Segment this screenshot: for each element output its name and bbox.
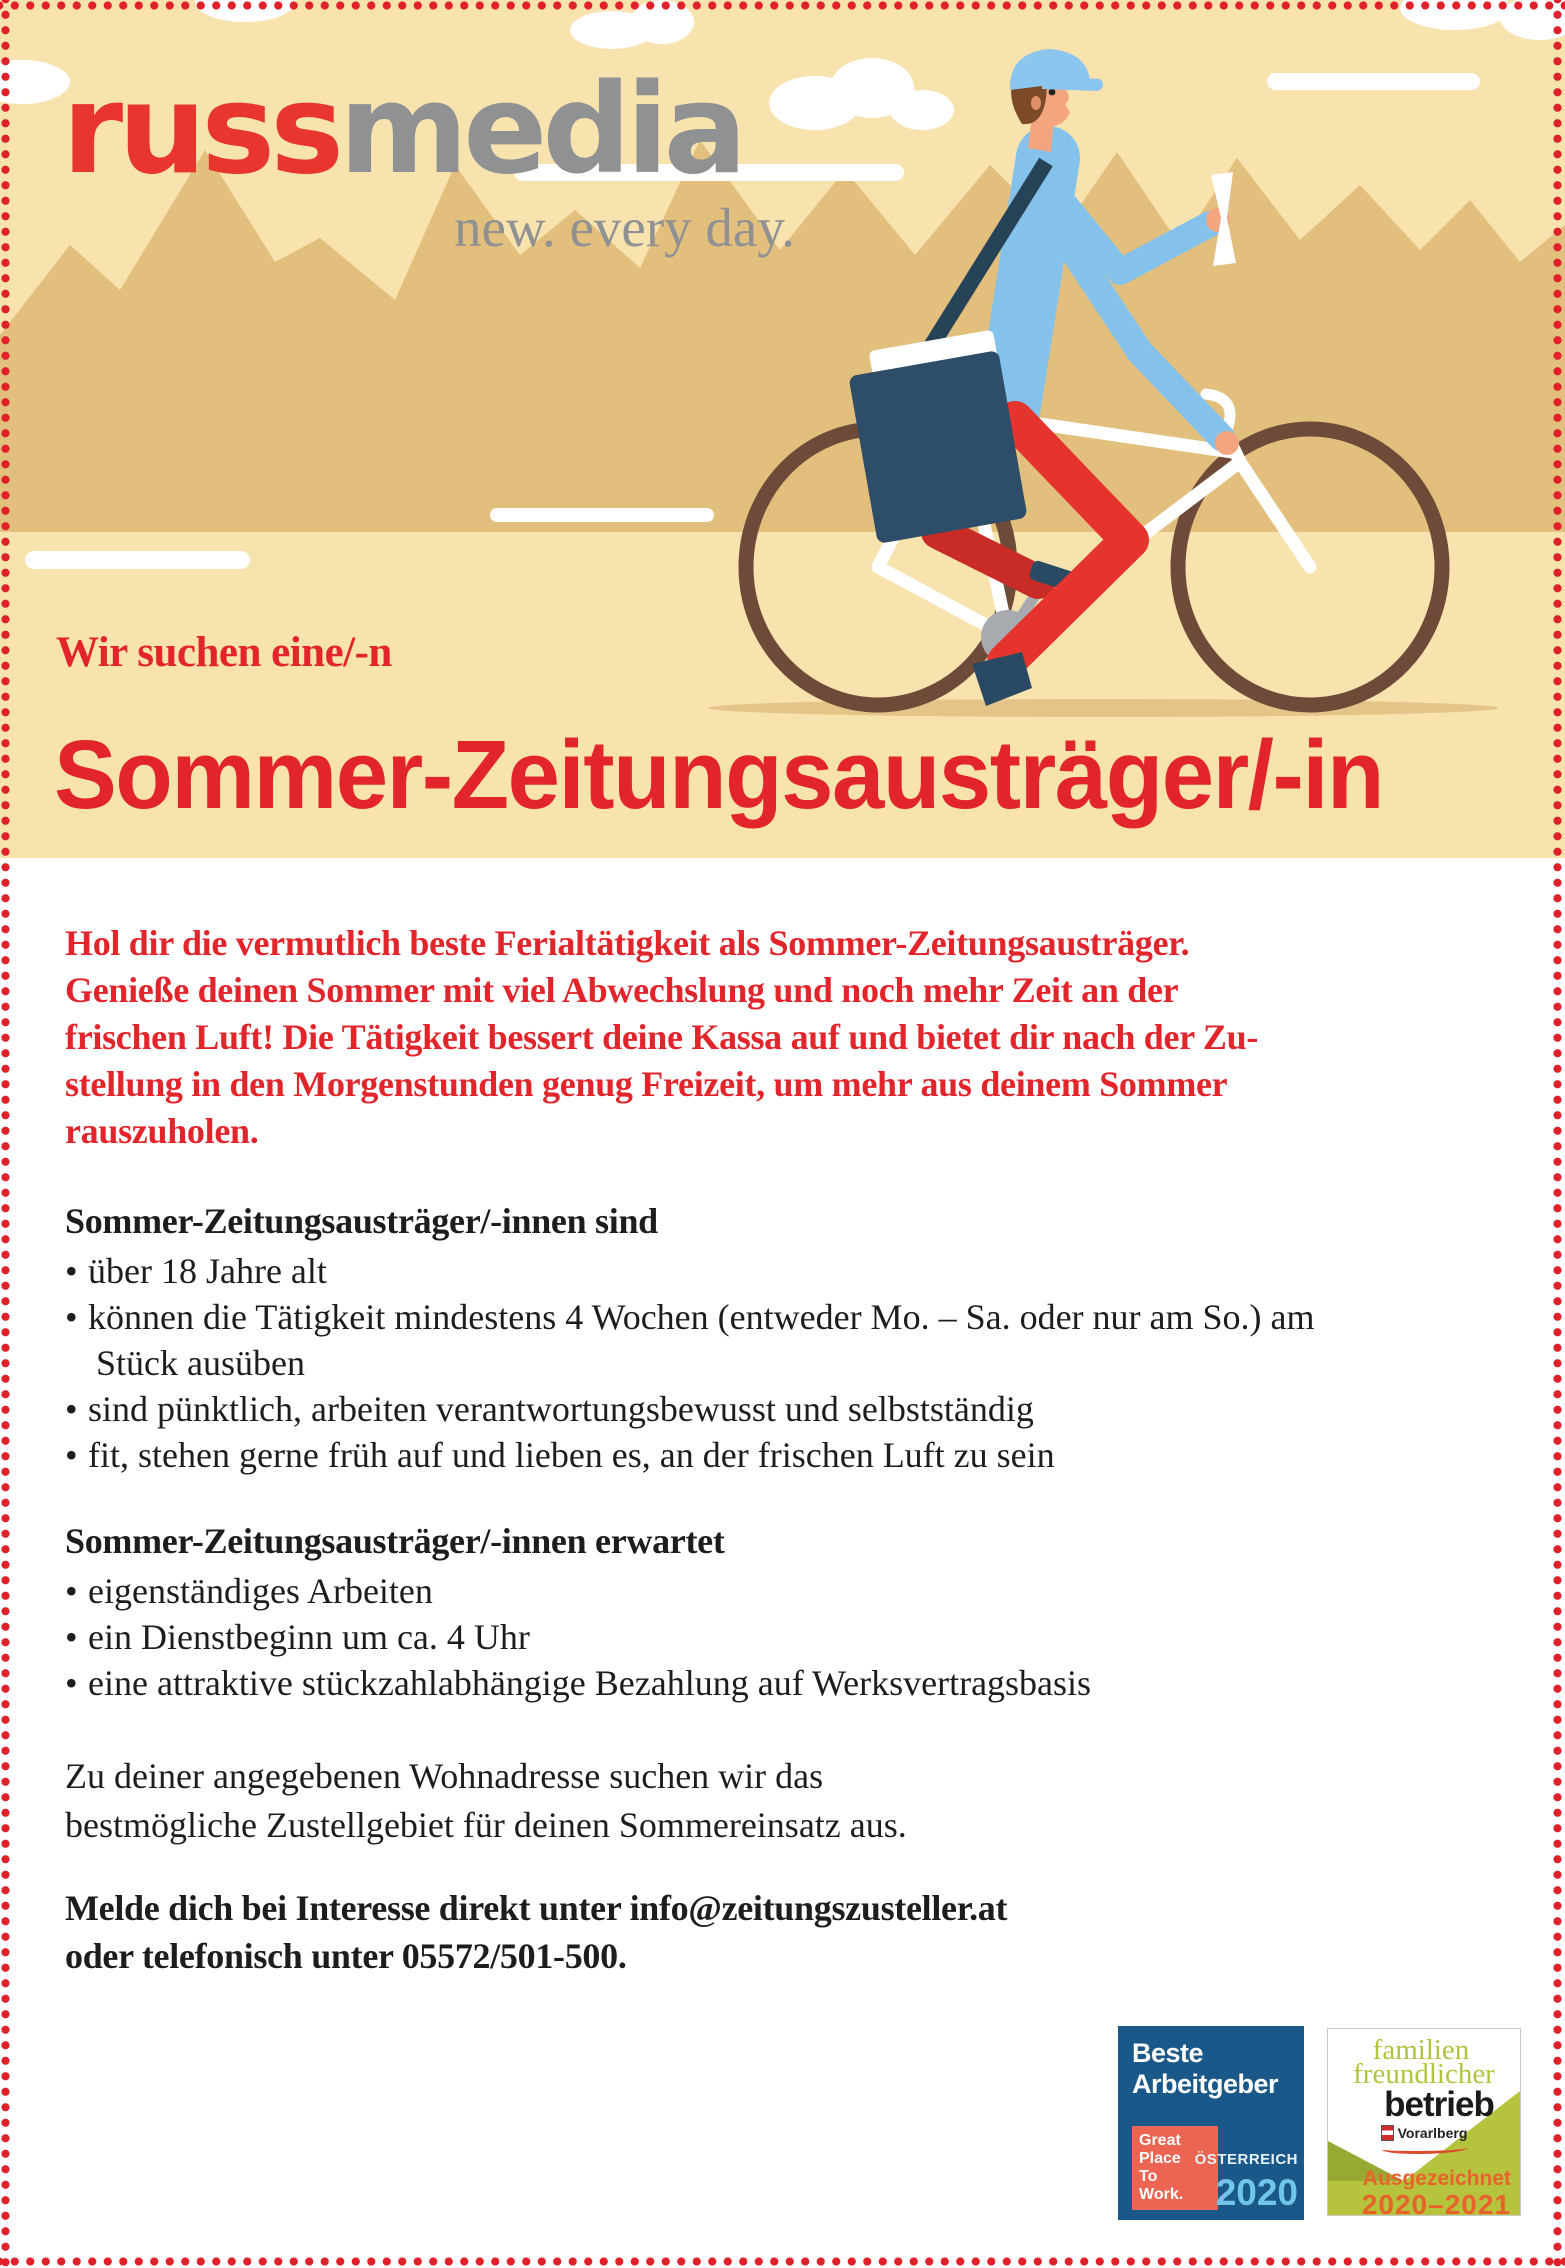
intro-line: rauszuholen. <box>65 1111 259 1151</box>
logo-russ: russ <box>62 58 340 202</box>
gptw-logo: Great Place To Work. <box>1132 2126 1218 2210</box>
intro-line: frischen Luft! Die Tätigkeit bessert deine Kassa auf und bietet dir nach der Zu- <box>65 1017 1259 1057</box>
bullet-marker: • <box>65 1389 78 1429</box>
bullet-text: fit, stehen gerne früh auf und lieben es, an der frischen Luft zu sein <box>88 1435 1055 1475</box>
bullet-text: Stück ausüben <box>96 1343 305 1383</box>
dotted-border-top <box>0 0 1565 11</box>
list-item <box>65 1568 1091 1614</box>
badge-title-line: Arbeitgeber <box>1132 2069 1279 2099</box>
intro-paragraph <box>65 920 1258 1155</box>
bullet-marker: • <box>65 1251 78 1291</box>
logo-media: media <box>339 58 743 202</box>
list-item <box>65 1386 1315 1432</box>
badge-award-years: 2020–2021 <box>1361 2189 1511 2216</box>
vorarlberg-crest-icon <box>1381 2125 1394 2141</box>
bullet-list-sind <box>65 1248 1315 1478</box>
great-place-to-work-badge <box>1118 2026 1304 2220</box>
bullet-list-erwartet <box>65 1568 1091 1706</box>
badge-title <box>1132 2038 1278 2100</box>
bullet-text: eigenständiges Arbeiten <box>88 1571 433 1611</box>
intro-line: Genieße deinen Sommer mit viel Abwechslung und noch mehr Zeit an der <box>65 970 1179 1010</box>
badge-word-betrieb: betrieb <box>1384 2085 1494 2124</box>
paragraph-line: Zu deiner angegebenen Wohnadresse suchen wir das <box>65 1756 824 1796</box>
speed-bar <box>490 508 714 522</box>
bullet-marker: • <box>65 1663 78 1703</box>
bullet-marker: • <box>65 1617 78 1657</box>
bullet-text: ein Dienstbeginn um ca. 4 Uhr <box>88 1617 530 1657</box>
closing-paragraph <box>65 1752 907 1850</box>
contact-email-line: Melde dich bei Interesse direkt unter info@zeitungszusteller.at <box>65 1888 1008 1928</box>
intro-line: Hol dir die vermutlich beste Ferialtätigkeit als Sommer-Zeitungsausträger. <box>65 923 1190 963</box>
kicker-text: Wir suchen eine/-n <box>56 629 392 676</box>
region-label: Vorarlberg <box>1397 2125 1468 2141</box>
section-heading-erwartet: Sommer-Zeitungsausträger/-innen erwartet <box>65 1521 725 1561</box>
ear <box>1031 96 1041 110</box>
section-heading-sind: Sommer-Zeitungsausträger/-innen sind <box>65 1201 658 1241</box>
contact-phone-line: oder telefonisch unter 05572/501-500. <box>65 1936 627 1976</box>
bullet-marker: • <box>65 1297 78 1337</box>
dotted-border-bottom <box>0 2256 1565 2267</box>
bullet-marker: • <box>65 1435 78 1475</box>
badge-year: 2020 <box>1215 2172 1298 2213</box>
messenger-bag <box>848 350 1027 544</box>
dotted-border-right <box>1552 0 1563 2268</box>
speed-bar <box>1267 73 1480 90</box>
paragraph-line: bestmögliche Zustellgebiet für deinen Sommereinsatz aus. <box>65 1805 907 1845</box>
logo-tagline: new. every day. <box>453 197 795 258</box>
dotted-border-left <box>0 0 11 2268</box>
hand <box>1215 431 1239 455</box>
vorarlberg-mark <box>1328 2125 1520 2141</box>
bullet-text: eine attraktive stückzahlabhängige Bezahlung auf Werksvertragsbasis <box>88 1663 1092 1703</box>
russmedia-logo <box>62 58 743 202</box>
list-item <box>65 1294 1315 1386</box>
badge-country: ÖSTERREICH <box>1194 2151 1298 2168</box>
badge-word-freundlicher: freundlicher <box>1353 2058 1495 2090</box>
contact-info <box>65 1884 1007 1980</box>
bullet-text: sind pünktlich, arbeiten verantwortungsbewusst und selbstständig <box>88 1389 1034 1429</box>
list-item <box>65 1614 1091 1660</box>
speed-bar <box>25 551 250 569</box>
bullet-text: über 18 Jahre alt <box>88 1251 327 1291</box>
family-friendly-badge <box>1327 2028 1521 2216</box>
badge-word-familien: familien <box>1372 2034 1470 2066</box>
intro-line: stellung in den Morgenstunden genug Freizeit, um mehr aus deinem Sommer <box>65 1064 1228 1104</box>
bullet-marker: • <box>65 1571 78 1611</box>
list-item <box>65 1248 1315 1294</box>
list-item <box>65 1432 1315 1478</box>
list-item <box>65 1660 1091 1706</box>
page-title: Sommer-Zeitungsausträger/-in <box>54 720 1384 829</box>
eye <box>1049 89 1056 96</box>
bullet-text: können die Tätigkeit mindestens 4 Wochen (entweder Mo. – Sa. oder nur am So.) am <box>88 1297 1315 1337</box>
badge-title-line: Beste <box>1132 2038 1204 2068</box>
hero-banner <box>0 0 1565 858</box>
badge-award-text: Ausgezeichnet <box>1362 2167 1511 2190</box>
